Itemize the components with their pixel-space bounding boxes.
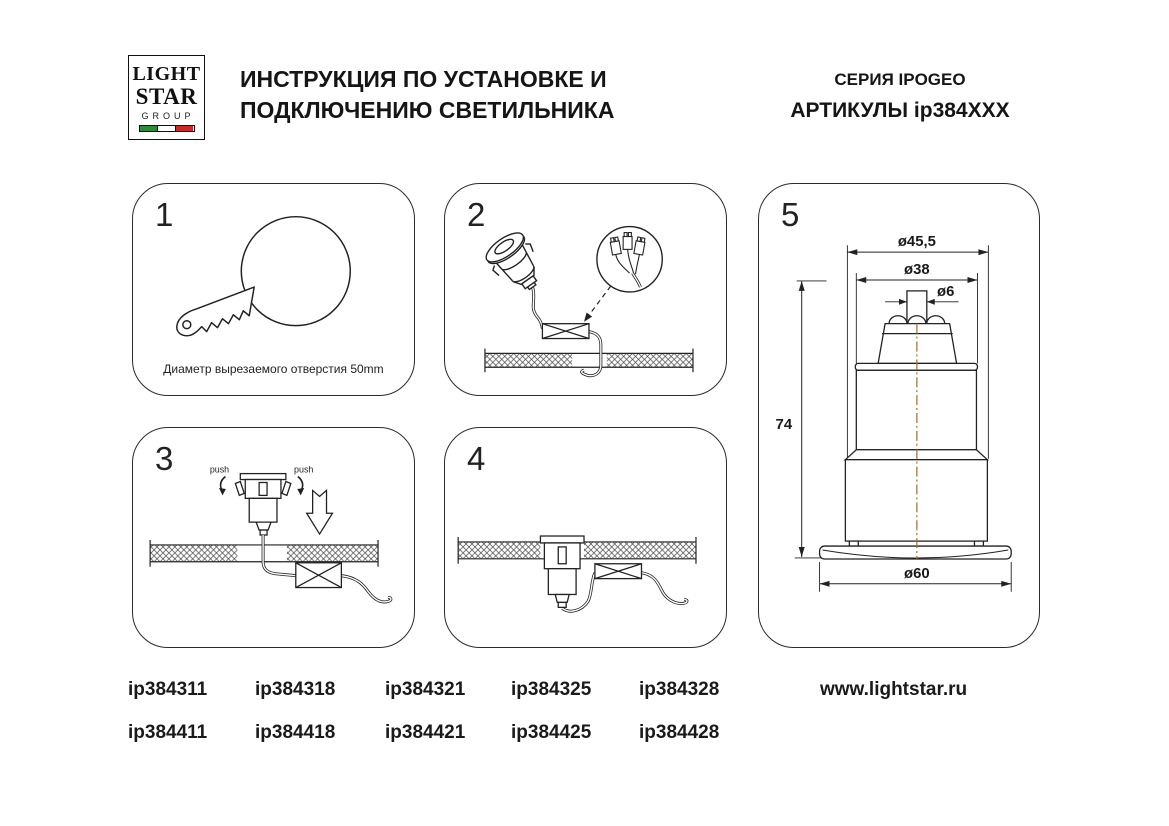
terminal-bumps — [889, 316, 945, 324]
series-block — [760, 70, 1040, 123]
logo-word-light: LIGHT — [132, 63, 201, 85]
title-line-2: ПОДКЛЮЧЕНИЮ СВЕТИЛЬНИКА — [240, 97, 615, 123]
article-number: ip384311 — [128, 679, 208, 700]
lightstar-logo — [128, 55, 205, 140]
lamp-fixture — [481, 227, 551, 300]
logo-word-group: GROUP — [141, 111, 195, 121]
junction-box — [542, 324, 589, 339]
logo-word-star: STAR — [135, 84, 198, 109]
push-arrow-right — [297, 477, 304, 496]
fixture-profile — [820, 291, 1012, 559]
step-2-diagram — [445, 184, 726, 395]
title-line-1: ИНСТРУКЦИЯ ПО УСТАНОВКЕ И — [240, 66, 607, 92]
dim-inner-diameter — [856, 262, 977, 283]
italian-flag-stripe — [139, 125, 195, 132]
dim-outer-diameter — [847, 234, 988, 255]
step-2-panel — [444, 183, 727, 396]
magnifier-circle — [597, 227, 662, 292]
dim-base-diameter — [820, 566, 1012, 587]
article-number: ip384425 — [511, 722, 592, 743]
step-1-panel — [132, 183, 415, 396]
step-3-diagram — [133, 428, 414, 647]
press-down-arrow-icon — [307, 490, 333, 534]
step-5-panel — [758, 183, 1040, 648]
flag-white — [157, 126, 175, 131]
junction-box — [595, 564, 642, 579]
article-number: ip384428 — [639, 722, 720, 743]
step-number: 3 — [155, 440, 174, 477]
article-number: ip384325 — [511, 679, 592, 700]
articles-mask: АРТИКУЛЫ ip384XXX — [790, 99, 1010, 122]
lamp-fixture — [235, 474, 290, 535]
flag-red — [175, 126, 193, 131]
article-number: ip384318 — [255, 679, 336, 700]
mounting-surface — [485, 348, 693, 372]
dim-height — [776, 281, 805, 557]
article-number: ip384328 — [639, 679, 720, 700]
step-number: 5 — [781, 196, 800, 233]
step-number: 2 — [467, 196, 486, 233]
svg-text:74: 74 — [775, 416, 793, 433]
dimension-drawing — [759, 184, 1039, 647]
lens-base — [820, 546, 1012, 559]
website-url: www.lightstar.ru — [820, 679, 968, 700]
push-label-left: push — [209, 464, 230, 475]
step-4-panel — [444, 427, 727, 648]
svg-text:ø45,5: ø45,5 — [897, 234, 936, 251]
push-label-right: push — [294, 464, 314, 475]
svg-text:ø38: ø38 — [904, 262, 930, 279]
detail-pointer-arrow — [584, 286, 611, 322]
lamp-fixture — [540, 536, 584, 607]
series-name: СЕРИЯ IPOGEO — [834, 70, 966, 89]
page-title — [240, 64, 614, 126]
article-number: ip384418 — [255, 722, 336, 743]
junction-box — [296, 563, 342, 588]
svg-text:ø60: ø60 — [904, 565, 930, 582]
article-number: ip384411 — [128, 722, 208, 743]
cutout-circle — [241, 217, 350, 326]
step-4-diagram — [445, 428, 726, 647]
svg-text:ø6: ø6 — [936, 283, 955, 300]
push-arrow-left — [219, 477, 226, 496]
step-number: 1 — [155, 196, 174, 233]
article-number: ip384321 — [385, 679, 466, 700]
saw-icon — [177, 287, 254, 336]
step-number: 4 — [467, 440, 486, 477]
step-3-panel — [132, 427, 415, 648]
flag-green — [140, 126, 157, 131]
article-number: ip384421 — [385, 722, 466, 743]
hole-diameter-caption: Диаметр вырезаемого отверстия 50mm — [163, 362, 384, 376]
